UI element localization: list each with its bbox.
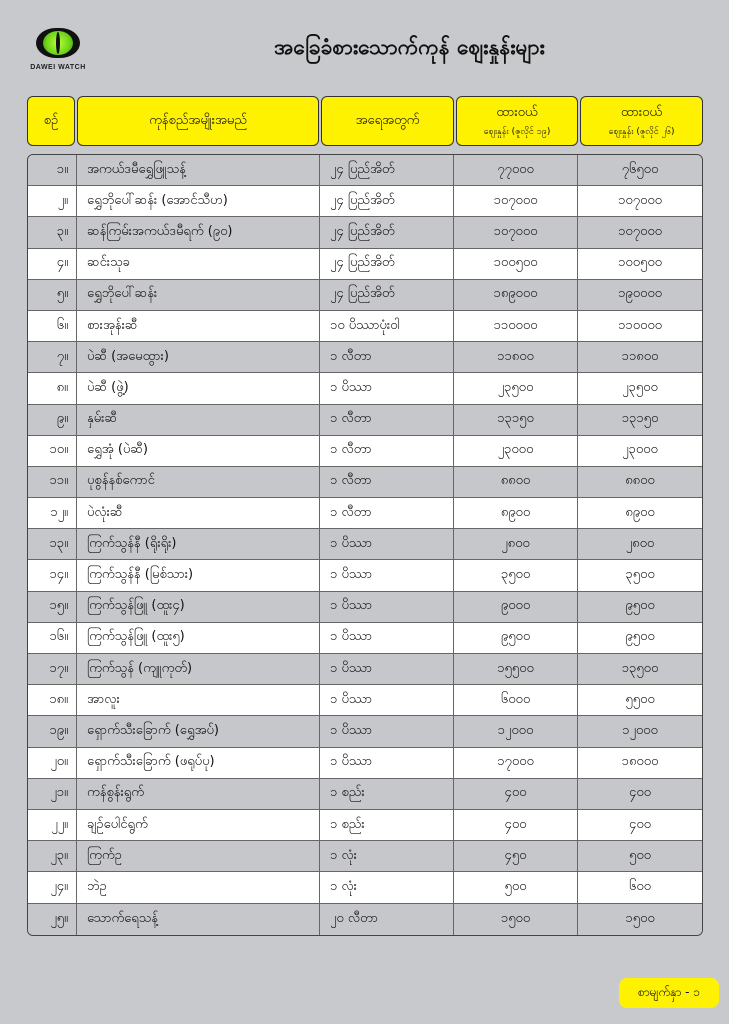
price-week-2: ၁၁၈၀၀ [621,348,659,364]
price-week-2: ၁၀၇၀၀၀ [618,223,662,239]
item-unit: ၁ လုံး [320,841,454,871]
item-name: အာလူး [77,685,320,715]
price-week-2: ၈၉၀၀ [625,504,655,520]
row-number: ၁၇။ [28,654,77,684]
item-unit: ၁ ပိဿာ [320,716,454,746]
table-row [28,342,702,373]
price-week-1: ၁၁၀၀၀၀ [454,311,578,341]
row-number: ၅။ [28,280,77,310]
row-number: ၄။ [28,249,77,279]
price-week-1: ၄၅၀ [454,841,578,871]
table-row [28,529,702,560]
price-week-2: ၂၃၅၀၀ [622,379,658,395]
row-number: ၃။ [28,217,77,247]
price-week-2: ၁၃၅၀၀ [621,660,659,676]
price-week-1: ၃၅၀၀ [454,560,578,590]
item-name: ဆင်းသုခ [77,249,320,279]
table-row [28,280,702,311]
price-week-1: ၁၃၁၅၀ [454,405,578,435]
price-week-1: ၁၁၈၀၀ [454,342,578,372]
price-week-2: ၃၅၀၀ [625,567,655,583]
item-unit: ၂၀ လီတာ [320,904,454,935]
table-row [28,872,702,903]
row-number: ၁၃။ [28,529,77,559]
item-unit: ၁ ပိဿာ [320,623,454,653]
table-row [28,373,702,404]
table-row [28,155,702,186]
price-week-2: ၅၀၀ [629,847,651,863]
item-name: ကြက်သွန် (ကျူကုတ်) [77,654,320,684]
price-week-2: ၁၂၀၀၀ [622,722,658,738]
item-name: စားအုန်းဆီ [77,311,320,341]
price-week-1: ၄၀၀ [454,810,578,840]
header-unit: အရေအတွက် [321,96,454,146]
row-number: ၈။ [28,373,77,403]
price-week-2: ၂၈၀၀ [625,535,655,551]
table-row [28,810,702,841]
item-name: ရှောက်သီးခြောက် (ဖရုပ်ပု) [77,748,320,778]
item-unit: ၁ စည်း [320,810,454,840]
item-unit: ၂၄ ပြည်အိတ် [320,155,454,185]
table-row [28,436,702,467]
item-name: ပဲဆီ (အမေထွား) [77,342,320,372]
price-week-2: ၆၀၀ [629,878,651,894]
price-week-2: ၇၆၅၀၀ [621,161,659,177]
header-price-2-main: ထားဝယ် [620,104,663,120]
row-number: ၁၈။ [28,685,77,715]
row-number: ၂၄။ [28,872,77,902]
price-week-1: ၅၀၀ [454,872,578,902]
item-name: ချဉ်ပေါင်ရွက် [77,810,320,840]
table-row [28,748,702,779]
item-name: ပဲဆီ (ဖွဲ့) [77,373,320,403]
price-week-1: ၁၅၀၀ [454,904,578,935]
row-number: ၁၆။ [28,623,77,653]
price-week-2: ၅၅၀၀ [625,691,655,707]
row-number: ၁၉။ [28,716,77,746]
table-row [28,716,702,747]
price-week-1: ၁၀၇၀၀၀ [454,186,578,216]
table-header [27,96,703,146]
price-week-1: ၆၀၀၀ [454,685,578,715]
item-name: ကြက်သွန်ဖြူ (ထူး၄) [77,592,320,622]
row-number: ၂၁။ [28,779,77,809]
price-week-1: ၁၈၉၀၀၀ [454,280,578,310]
header-price-1-sub: ဈေးနှုန်း (ဇူလိုင် ၁၉) [483,126,551,137]
item-unit: ၁ ပိဿာ [320,685,454,715]
price-week-2: ၁၀၀၅၀၀ [618,255,662,271]
item-name: ကန်စွန်းရွက် [77,779,320,809]
price-week-2: ၈၈၀၀ [625,473,655,489]
item-name: ရွှေဘိုပေါ်ဆန်း [77,280,320,310]
item-name: ကြက်သွန်နီ (မြစ်သား) [77,560,320,590]
header-price-1-main: ထားဝယ် [496,104,538,120]
brand-logo [28,28,88,71]
row-number: ၂၅။ [28,904,77,935]
table-row [28,467,702,498]
item-unit: ၁ လီတာ [320,436,454,466]
table-row [28,841,702,872]
price-week-2: ၁၅၀၀ [625,910,655,926]
price-week-2: ၁၁၀၀၀၀ [618,317,662,333]
row-number: ၆။ [28,311,77,341]
row-number: ၂၂။ [28,810,77,840]
price-week-1: ၁၀၀၅၀၀ [454,249,578,279]
header-no: စဉ် [27,96,75,146]
header-item: ကုန်စည်အမျိုးအမည် [77,96,319,146]
table-row [28,779,702,810]
item-unit: ၁ ပိဿာ [320,560,454,590]
item-name: ဆန်ကြမ်းအကယ်ဒမီရက် (၉၀) [77,217,320,247]
row-number: ၁။ [28,155,77,185]
table-row [28,311,702,342]
item-unit: ၂၄ ပြည်အိတ် [320,249,454,279]
price-week-1: ၈၉၀၀ [454,498,578,528]
price-table [27,154,703,936]
table-row [28,685,702,716]
item-name: နှမ်းဆီ [77,405,320,435]
row-number: ၁၅။ [28,592,77,622]
item-name: ပဲလုံးဆီ [77,498,320,528]
item-name: ရှောက်သီးခြောက် (ရွှေအပ်) [77,716,320,746]
price-week-2: ၁၃၁၅၀ [621,411,659,427]
item-name: ရွှေဘိုပေါ်ဆန်း (အောင်သီဟ) [77,186,320,216]
price-week-1: ၁၅၅၀၀ [454,654,578,684]
item-unit: ၁ စည်း [320,779,454,809]
price-week-1: ၁၇၀၀၀ [454,748,578,778]
item-unit: ၁ ပိဿာ [320,654,454,684]
header-price-2 [580,96,703,146]
table-row [28,623,702,654]
price-week-2: ၂၃၀၀၀ [622,442,658,458]
price-week-1: ၂၃၅၀၀ [454,373,578,403]
item-name: ပုစွန်နစ်ကောင် [77,467,320,497]
row-number: ၁၀။ [28,436,77,466]
item-unit: ၁ လုံး [320,872,454,902]
item-unit: ၁ ပိဿာ [320,748,454,778]
item-unit: ၁ လီတာ [320,498,454,528]
item-unit: ၁ ပိဿာ [320,529,454,559]
item-unit: ၂၄ ပြည်အိတ် [320,186,454,216]
price-week-2: ၉၅၀၀ [625,629,655,645]
item-unit: ၁ လီတာ [320,342,454,372]
table-row [28,249,702,280]
row-number: ၁၄။ [28,560,77,590]
item-unit: ၂၄ ပြည်အိတ် [320,280,454,310]
header-price-1 [456,96,578,146]
table-row [28,592,702,623]
table-row [28,217,702,248]
item-unit: ၁၀ ပိဿာပုံးဝါ [320,311,454,341]
price-week-1: ၇၇၀၀၀ [454,155,578,185]
price-week-2: ၉၅၀၀ [625,598,655,614]
item-name: ဘဲဥ [77,872,320,902]
item-unit: ၂၄ ပြည်အိတ် [320,217,454,247]
page-title: အခြေခံစားသောက်ကုန် ဈေးနှုန်းများ [274,35,545,59]
item-unit: ၁ လီတာ [320,405,454,435]
brand-name: DAWEI WATCH [30,64,86,71]
item-name: သောက်ရေသန့် [77,904,320,935]
item-name: အကယ်ဒမီရွှေဖြူသန့် [77,155,320,185]
price-week-1: ၉၀၀၀ [454,592,578,622]
header-price-2-sub: ဈေးနှုန်း (ဇူလိုင် ၂၆) [608,126,675,137]
price-week-2: ၄၀၀ [629,785,651,801]
price-week-1: ၂၈၀၀ [454,529,578,559]
page-number-badge: စာမျက်နှာ - ၁ [619,978,719,1008]
row-number: ၉။ [28,405,77,435]
item-unit: ၁ ပိဿာ [320,592,454,622]
price-week-2: ၁၉၀၀၀၀ [618,286,662,302]
table-row [28,186,702,217]
price-week-1: ၁၀၇၀၀၀ [454,217,578,247]
row-number: ၁၂။ [28,498,77,528]
table-row [28,405,702,436]
price-week-1: ၄၀၀ [454,779,578,809]
row-number: ၂၃။ [28,841,77,871]
price-week-2: ၁၀၇၀၀၀ [618,192,662,208]
item-unit: ၁ ပိဿာ [320,373,454,403]
price-week-1: ၁၂၀၀၀ [454,716,578,746]
item-name: ရွှေအုံ (ပဲဆီ) [77,436,320,466]
price-week-2: ၁၈၀၀၀ [621,754,659,770]
row-number: ၇။ [28,342,77,372]
price-week-1: ၂၃၀၀၀ [454,436,578,466]
item-name: ကြက်သွန်ဖြူ (ထူး၅) [77,623,320,653]
item-name: ကြက်သွန်နီ (ရိုးရိုး) [77,529,320,559]
row-number: ၁၁။ [28,467,77,497]
item-unit: ၁ လီတာ [320,467,454,497]
price-week-2: ၄၀၀ [629,816,651,832]
eye-icon [36,28,80,58]
table-row [28,498,702,529]
price-week-1: ၉၅၀၀ [454,623,578,653]
table-row [28,904,702,935]
price-week-1: ၈၈၀၀ [454,467,578,497]
item-name: ကြက်ဥ [77,841,320,871]
table-row [28,654,702,685]
row-number: ၂၀။ [28,748,77,778]
table-row [28,560,702,591]
row-number: ၂။ [28,186,77,216]
